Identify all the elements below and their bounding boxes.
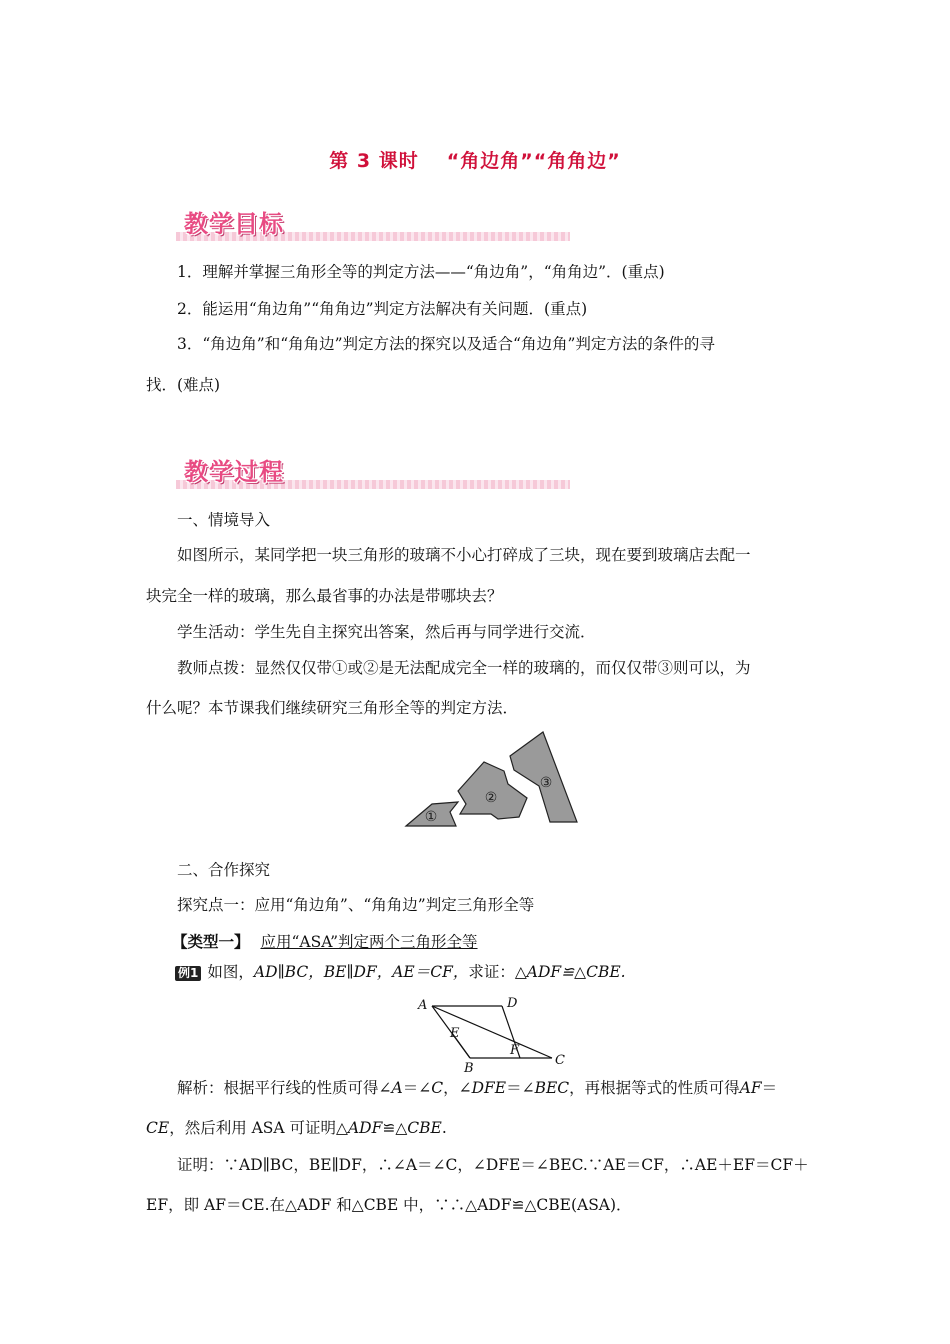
proof-line1: 证明：∵AD∥BC，BE∥DF，∴∠A＝∠C，∠DFE＝∠BEC.∵AE＝CF，∴AE＋EF＝CF＋	[177, 1156, 809, 1174]
lesson-topic: “角边角”“角角边”	[446, 150, 621, 172]
example-prefix: 如图，	[207, 963, 254, 981]
example-goal: △ADF≌△CBE.	[514, 963, 626, 981]
point-E: E	[450, 1026, 460, 1041]
intro-paragraph-line1: 如图所示，某同学把一块三角形的玻璃不小心打碎成了三块，现在要到玻璃店去配一	[177, 546, 751, 564]
example-badge: 例1	[175, 966, 201, 981]
objective-3: 3．“角边角”和“角角边”判定方法的探究以及适合“角边角”判定方法的条件的寻	[177, 335, 715, 353]
analysis-line1: 解析：根据平行线的性质可得∠A＝∠C，∠DFE＝∠BEC，再根据等式的性质可得AF＝	[177, 1079, 778, 1097]
point-F: F	[510, 1043, 520, 1058]
objective-3-cont: 找．(难点)	[146, 376, 221, 394]
objective-1: 1．理解并掌握三角形全等的判定方法——“角边角”，“角角边”．(重点)	[177, 263, 665, 281]
point-A: A	[418, 998, 428, 1013]
student-activity: 学生活动：学生先自主探究出答案，然后再与同学进行交流．	[177, 623, 596, 641]
point-C: C	[555, 1053, 565, 1068]
point-D: D	[507, 996, 518, 1011]
process-banner	[176, 453, 570, 489]
example-1	[175, 962, 626, 982]
broken-glass-figure	[400, 728, 585, 830]
glass-label-2: ②	[484, 790, 498, 806]
example-goal-prefix: 求证：	[468, 963, 515, 981]
exploration-point-1: 探究点一：应用“角边角”、“角角边”判定三角形全等	[177, 896, 535, 914]
objectives-banner	[176, 205, 570, 241]
lesson-number: 第 3 课时	[329, 150, 419, 172]
objectives-banner-label: 教学目标	[184, 210, 284, 238]
intro-heading: 一、情境导入	[177, 511, 271, 529]
geometry-figure	[412, 992, 572, 1074]
type-tag: 【类型一】	[172, 932, 250, 951]
coop-heading: 二、合作探究	[177, 861, 271, 879]
glass-label-1: ①	[424, 809, 438, 825]
page-title	[0, 146, 950, 173]
point-B: B	[464, 1061, 474, 1074]
analysis-line2: CE，然后利用 ASA 可证明△ADF≌△CBE.	[146, 1119, 447, 1137]
proof-line2: EF，即 AF＝CE.在△ADF 和△CBE 中，∵∴△ADF≌△CBE(ASA)．	[146, 1196, 632, 1214]
intro-paragraph-line2: 块完全一样的玻璃，那么最省事的办法是带哪块去？	[146, 587, 503, 605]
glass-label-3: ③	[539, 775, 553, 791]
example-conditions: AD∥BC，BE∥DF，AE＝CF，	[253, 963, 469, 981]
type-title: 应用“ASA”判定两个三角形全等	[260, 933, 478, 951]
type-heading	[172, 932, 478, 952]
teacher-note-line2: 什么呢？本节课我们继续研究三角形全等的判定方法．	[146, 699, 519, 717]
process-banner-label: 教学过程	[184, 458, 284, 486]
objective-2: 2．能运用“角边角”“角角边”判定方法解决有关问题．(重点)	[177, 300, 588, 318]
teacher-note-line1: 教师点拨：显然仅仅带①或②是无法配成完全一样的玻璃的，而仅仅带③则可以，为	[177, 659, 751, 677]
